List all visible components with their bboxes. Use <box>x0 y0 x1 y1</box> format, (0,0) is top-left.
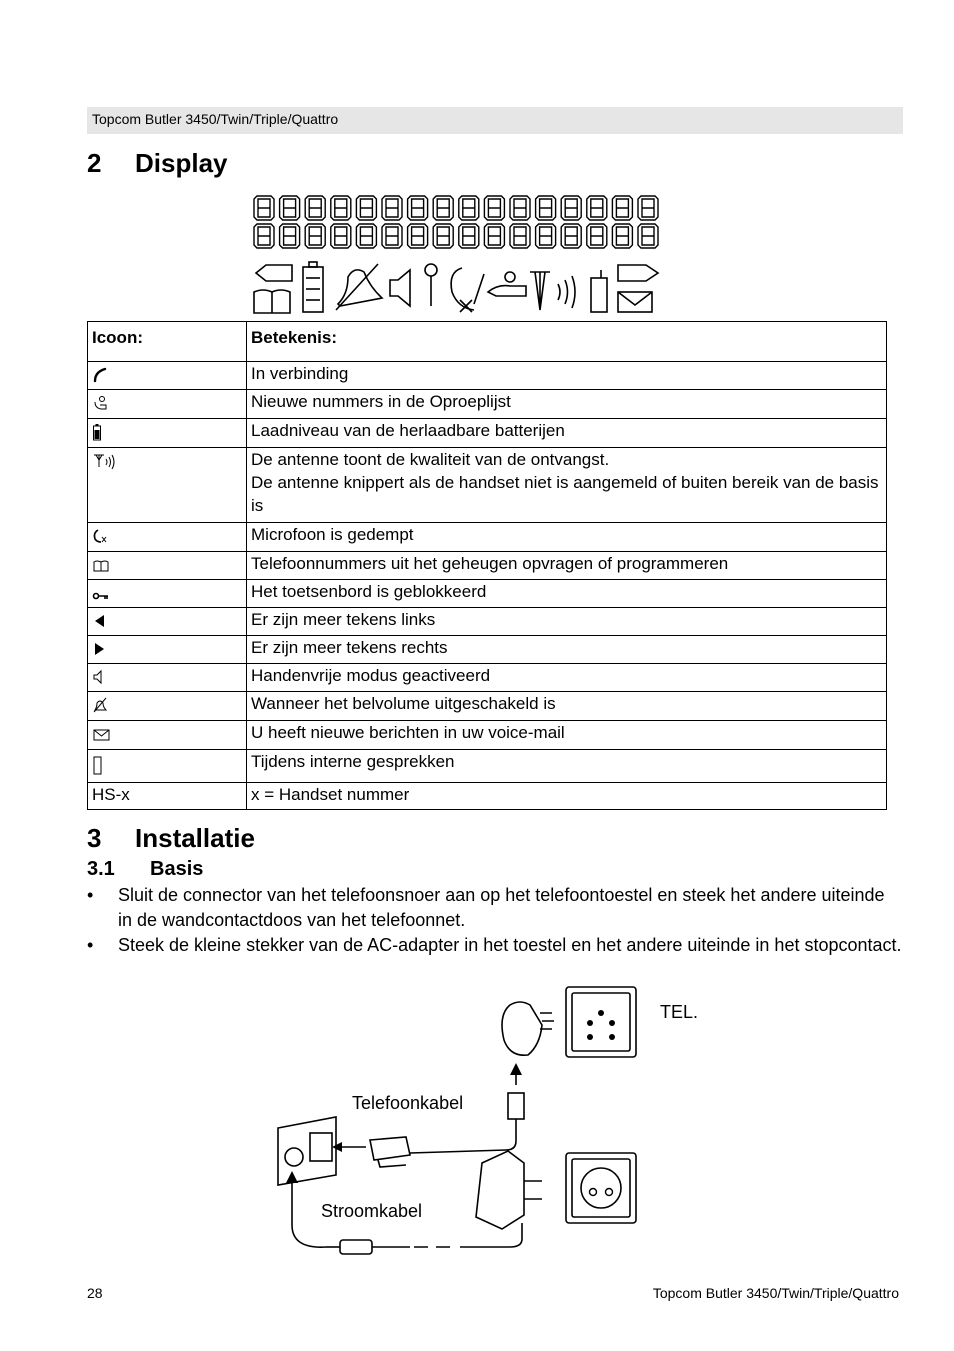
icon-cell <box>88 580 247 608</box>
intercom-icon <box>92 754 104 782</box>
meaning-cell: Wanneer het belvolume uitgeschakeld is <box>247 692 887 721</box>
lcd-digit-segment <box>510 196 530 220</box>
header-title: Topcom Butler 3450/Twin/Triple/Quattro <box>92 111 339 127</box>
lcd-digit-segment <box>331 196 351 220</box>
lcd-arrow-right-icon <box>618 265 658 281</box>
section-3-1-heading <box>87 858 387 884</box>
table-row <box>88 552 887 580</box>
icon-cell <box>88 552 247 580</box>
section-number: 2 <box>87 148 102 178</box>
table-row <box>88 448 887 523</box>
table-row <box>88 362 887 390</box>
table-row <box>88 636 887 664</box>
lcd-digit-segment <box>587 196 607 220</box>
meaning-cell: In verbinding <box>247 362 887 390</box>
icon-cell <box>88 390 247 419</box>
list-item: • Steek de kleine stekker van de AC-adapter in het toestel en het andere uiteinde in het stopcontact. <box>87 935 902 955</box>
lcd-digit-segment <box>382 196 402 220</box>
lcd-digit-segment <box>459 196 479 220</box>
meaning-cell: Er zijn meer tekens rechts <box>247 636 887 664</box>
lcd-key-icon <box>425 264 437 276</box>
column-header-meaning: Betekenis: <box>247 322 887 362</box>
list-item-text: Sluit de connector van het telefoonsnoer aan op het telefoontoestel en steek het andere uiteinde in de wandcontactdoos van het telefoonnet. <box>118 885 885 930</box>
meaning-cell: x = Handset nummer <box>247 783 887 810</box>
table-row <box>88 664 887 692</box>
arrow-right-icon <box>92 640 106 663</box>
meaning-cell: Handenvrije modus geactiveerd <box>247 664 887 692</box>
lcd-digit-segment <box>356 224 376 248</box>
lcd-intercom-icon <box>591 278 607 312</box>
lcd-antenna-icon <box>530 272 550 310</box>
speaker-icon <box>92 668 106 691</box>
lcd-display-illustration <box>248 192 668 318</box>
section-2-heading <box>87 148 387 180</box>
lcd-digit-segment <box>638 224 658 248</box>
lcd-digit-segment <box>433 224 453 248</box>
column-header-icon: Icoon: <box>88 322 247 362</box>
antenna-icon <box>92 452 120 476</box>
meaning-cell: Microfoon is gedempt <box>247 523 887 552</box>
rj-plug-icon <box>370 1137 410 1160</box>
phone-plug-adapter-icon <box>502 1002 542 1055</box>
table-row <box>88 721 887 750</box>
lcd-digit-segment <box>459 224 479 248</box>
meaning-cell: U heeft nieuwe berichten in uw voice-mail <box>247 721 887 750</box>
icon-cell <box>88 692 247 721</box>
arrow-left-icon <box>92 612 106 635</box>
page-number: 28 <box>87 1285 103 1301</box>
lcd-digit-segment <box>382 224 402 248</box>
meaning-cell: Het toetsenbord is geblokkeerd <box>247 580 887 608</box>
section-title: Installatie <box>135 823 255 853</box>
lcd-digit-segment <box>305 196 325 220</box>
lcd-digit-segment <box>536 224 556 248</box>
meaning-cell: Tijdens interne gesprekken <box>247 750 887 783</box>
lcd-arrow-left-icon <box>256 265 292 281</box>
label-tel: TEL. <box>660 1002 699 1022</box>
icon-cell <box>88 419 247 448</box>
table-row <box>88 390 887 419</box>
meaning-cell: Telefoonnummers uit het geheugen opvragen of programmeren <box>247 552 887 580</box>
handset-icon <box>92 366 108 389</box>
icon-cell-text: HS-x <box>88 783 247 810</box>
table-row <box>88 419 887 448</box>
meaning-cell: De antenne toont de kwaliteit van de ontvangst. De antenne knippert als de handset niet is aangemeld of buiten bereik van de basis is <box>247 448 887 523</box>
power-wall-socket-icon <box>566 1153 636 1223</box>
icon-cell <box>88 448 247 523</box>
lcd-digit-segment <box>536 196 556 220</box>
icon-cell <box>88 664 247 692</box>
lcd-speaker-icon <box>390 270 410 306</box>
envelope-icon <box>92 725 112 748</box>
meaning-cell: Laadniveau van de herlaadbare batterijen <box>247 419 887 448</box>
icon-cell <box>88 750 247 783</box>
table-row <box>88 692 887 721</box>
meaning-cell: Er zijn meer tekens links <box>247 608 887 636</box>
lcd-digit-segment <box>484 196 504 220</box>
lcd-digit-segment <box>587 224 607 248</box>
lcd-digit-segment <box>331 224 351 248</box>
lcd-digit-segment <box>561 224 581 248</box>
subsection-title: Basis <box>150 858 204 880</box>
caller-list-icon <box>92 394 108 418</box>
table-row <box>88 608 887 636</box>
table-row <box>88 750 887 783</box>
lcd-digit-segment <box>484 224 504 248</box>
table-row <box>88 523 887 552</box>
battery-icon <box>92 423 102 447</box>
lcd-digit-segment <box>408 196 428 220</box>
lcd-digit-segment <box>356 196 376 220</box>
stroomkabel-cable <box>460 1223 522 1247</box>
section-number: 3 <box>87 823 102 853</box>
table-row <box>88 580 887 608</box>
table-header-row <box>88 322 887 362</box>
lcd-digit-segment <box>561 196 581 220</box>
list-item: • Sluit de connector van het telefoonsnoer aan op het telefoontoestel en steek het andere uiteinde in de wandcontactdoos van het telefoonnet. <box>87 885 885 930</box>
telefoonkabel-cable <box>410 1119 516 1153</box>
lcd-digit-segment <box>612 196 632 220</box>
power-adapter-icon <box>476 1151 524 1229</box>
lcd-digit-segment <box>280 224 300 248</box>
lcd-digit-segment <box>408 224 428 248</box>
lcd-digit-segment <box>433 196 453 220</box>
table-row <box>88 783 887 810</box>
list-item-text: Steek de kleine stekker van de AC-adapter in het toestel en het andere uiteinde in het stopcontact. <box>118 935 902 955</box>
lcd-digit-segment <box>305 224 325 248</box>
icon-cell <box>88 636 247 664</box>
lcd-digit-segment <box>254 224 274 248</box>
key-icon <box>92 584 110 607</box>
icon-meaning-table <box>87 321 887 810</box>
lcd-digit-segment <box>510 224 530 248</box>
icon-cell <box>88 362 247 390</box>
footer-title: Topcom Butler 3450/Twin/Triple/Quattro <box>652 1285 899 1301</box>
instruction-list <box>87 883 903 958</box>
phonebook-icon <box>92 556 110 579</box>
phone-wall-socket-icon <box>566 987 636 1057</box>
icon-cell <box>88 721 247 750</box>
lcd-digit-segment <box>612 224 632 248</box>
lcd-digit-segment <box>638 196 658 220</box>
power-plug-icon <box>340 1240 372 1254</box>
icon-cell <box>88 608 247 636</box>
page-header <box>87 107 903 134</box>
phone-connector-icon <box>508 1093 524 1119</box>
label-telefoonkabel: Telefoonkabel <box>352 1093 464 1113</box>
section-title: Display <box>135 148 228 178</box>
bell-off-icon <box>92 696 108 719</box>
lcd-book-icon <box>254 290 290 313</box>
subsection-number: 3.1 <box>87 858 115 880</box>
lcd-digit-segment <box>254 196 274 220</box>
mute-icon <box>92 527 110 550</box>
lcd-caller-icon <box>505 272 515 282</box>
lcd-handset-icon <box>451 268 474 310</box>
lcd-digit-segment <box>280 196 300 220</box>
icon-cell <box>88 523 247 552</box>
section-3-heading <box>87 823 487 855</box>
meaning-cell: Nieuwe nummers in de Oproeplijst <box>247 390 887 419</box>
label-stroomkabel: Stroomkabel <box>321 1201 423 1221</box>
